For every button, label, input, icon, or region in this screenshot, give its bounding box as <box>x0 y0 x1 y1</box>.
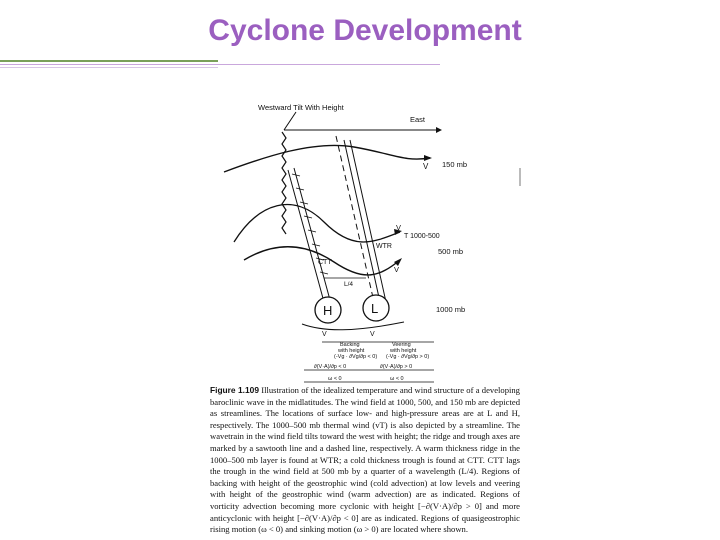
title-rule-light-2 <box>0 67 218 68</box>
v-label-150: V <box>423 162 429 171</box>
v-label-1000-l: V <box>370 331 375 338</box>
vt-layer-label: T 1000-500 <box>404 233 440 240</box>
low-label: L <box>371 301 379 316</box>
level-500-label: 500 mb <box>438 247 464 256</box>
backing-1: Backing <box>340 342 360 348</box>
wave-diagram <box>204 92 526 387</box>
east-label: East <box>410 115 426 124</box>
tilt-label: Westward Tilt With Height <box>258 103 344 112</box>
backing-2: with height <box>338 348 365 354</box>
title-rule-light <box>0 64 440 65</box>
veering-3: (-Vg · ∂Vg/∂p > 0) <box>386 354 430 360</box>
level-1000-label: 1000 mb <box>436 305 466 314</box>
east-arrowhead <box>436 127 442 133</box>
v-label-500: V <box>394 265 400 274</box>
adv-right: ∂(V·A)/∂p > 0 <box>380 364 413 370</box>
high-label: H <box>323 303 333 318</box>
adv-left: ∂(V·A)/∂p < 0 <box>314 364 347 370</box>
figure-caption <box>210 385 520 536</box>
veering-1: Veering <box>392 342 411 348</box>
slide-title: Cyclone Development <box>208 14 522 47</box>
v-label-1000-h: V <box>322 331 327 338</box>
ridge-axis-sawtooth <box>282 132 286 234</box>
title-rule-dark <box>0 60 218 62</box>
veering-2: with height <box>390 348 417 354</box>
caption-text: Illustration of the idealized temperature and wind structure of a developing baroclinic wave in the midlatitudes. The wind field at 1000, 500, and 150 mb are depicted as streamlines. The locations of surface low- and high-pressure areas are at L and H, respectively. The 1000–500 mb thermal wind (vT) is also depicted by a streamline. The wavetrain in the wind field tilts toward the west with height; the ridge and trough axes are marked by a sawtooth line and a dashed line, respectively. A warm thickness ridge in the 1000–500 mb layer is found at WTR; a cold thickness trough is found at CTT. CTT lags the trough in the wind field at 500 mb by a quarter of a wavelength (L/4). Regions of backing with height of the geostrophic wind (cold advection) at low levels and veering with height of the geostrophic wind (warm advection) are as indicated. Regions of vorticity advection becoming more cyclonic with height [−∂(V·A)/∂p > 0] and more anticyclonic with height [−∂(V·A)/∂p < 0] are as indicated. Regions of quasigeostrophic rising motion (ω < 0) and sinking motion (ω > 0) are located where shown. <box>210 385 520 535</box>
streamline-1000mb <box>302 322 404 330</box>
omega-left: ω < 0 <box>328 376 342 382</box>
caption-label: Figure 1.109 <box>210 385 259 395</box>
tilt-arrow <box>284 112 296 130</box>
streamline-150mb <box>224 145 430 172</box>
wtr-label: WTR <box>376 243 392 250</box>
omega-right: ω < 0 <box>390 376 404 382</box>
quarter-label: L/4 <box>344 281 354 288</box>
baroclinic-wave-figure <box>204 92 526 540</box>
arrow-150mb <box>424 155 432 161</box>
vt-label: V <box>396 223 402 232</box>
level-150-label: 150 mb <box>442 160 468 169</box>
backing-3: (-Vg · ∂Vg/∂p < 0) <box>334 354 378 360</box>
thermal-wind-streamline <box>234 205 400 242</box>
ridge-bar <box>288 168 330 302</box>
ctt-label: CTT <box>318 259 332 266</box>
